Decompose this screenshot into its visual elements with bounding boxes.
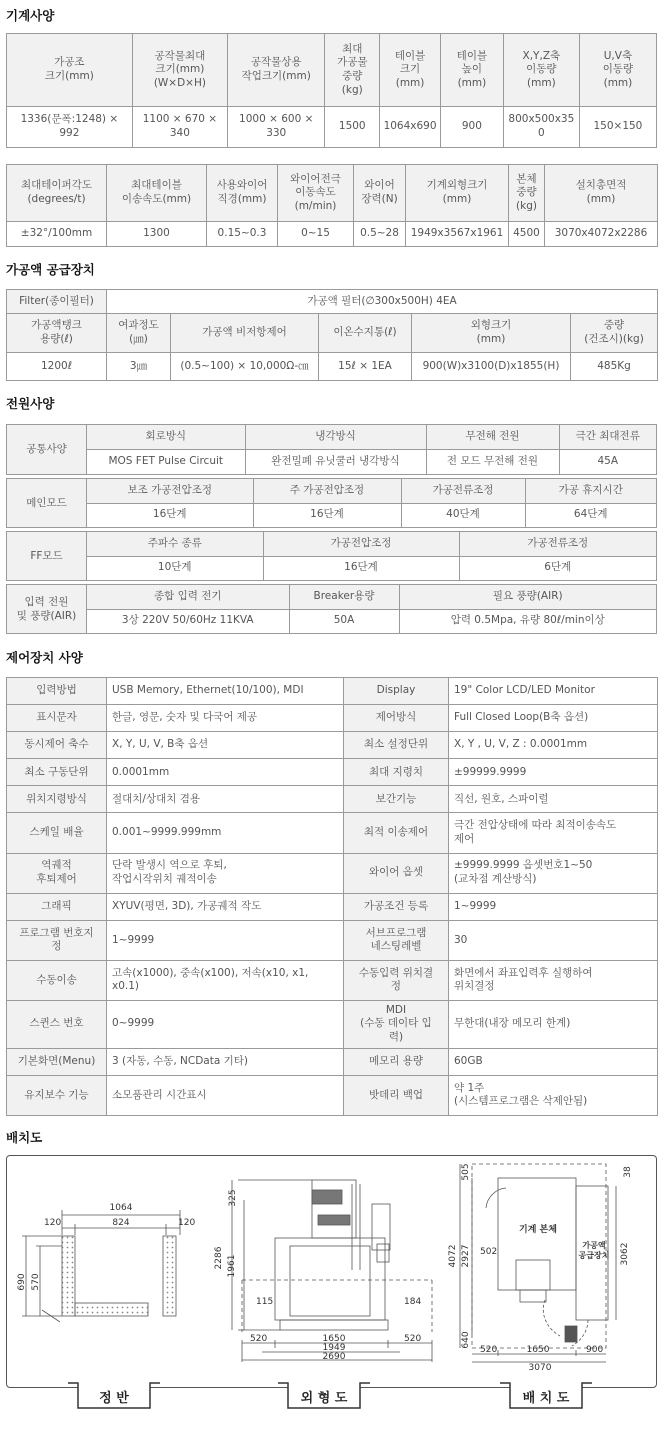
header-cell: 보조 가공전압조정	[87, 479, 253, 503]
header-cell: 제어방식	[344, 705, 449, 732]
value-cell: 1949x3567x1961	[406, 222, 509, 247]
table-row	[7, 786, 658, 813]
value-cell: 0.15~0.3	[207, 222, 278, 247]
header-cell: 가공 휴지시간	[525, 479, 656, 503]
header-cell: 이온수지통(ℓ)	[319, 314, 412, 353]
header-cell: 가공전압조정	[263, 532, 459, 556]
header-cell: 테이블 크기 (mm)	[380, 34, 441, 107]
value-cell: 0.0001mm	[107, 759, 344, 786]
header-cell: 최대테이퍼각도 (degrees/t)	[7, 165, 107, 222]
header-cell: 밧데리 백업	[344, 1075, 449, 1115]
header-cell: 메모리 용량	[344, 1048, 449, 1075]
header-cell: 수동이송	[7, 960, 107, 1000]
header-cell: Display	[344, 678, 449, 705]
header-cell: 최대 가공물 중량 (kg)	[325, 34, 380, 107]
section-title-machine: 기계사양	[6, 8, 55, 23]
value-cell: 한글, 영문, 숫자 및 다국어 제공	[107, 705, 344, 732]
header-cell: MDI (수동 데이타 입 력)	[344, 1001, 449, 1049]
value-cell: 약 1주 (시스템프로그램은 삭제안됨)	[449, 1075, 658, 1115]
layout-drawing	[0, 1150, 667, 1434]
header-cell: 설치총면적 (mm)	[545, 165, 658, 222]
header-cell: 필요 풍량(AIR)	[399, 585, 656, 609]
dim-label: 120	[178, 1218, 196, 1228]
value-cell: 소모품관리 시간표시	[107, 1075, 344, 1115]
header-cell: 그래픽	[7, 893, 107, 920]
value-cell: 극간 전압상태에 따라 최적이송속도 제어	[449, 813, 658, 853]
header-cell: Breaker용량	[289, 585, 399, 609]
value-cell: 1500	[325, 107, 380, 148]
power-common-block	[6, 424, 657, 475]
header-cell: 와이어전극 이동속도 (m/min)	[278, 165, 354, 222]
dim-label: 2690	[322, 1352, 346, 1362]
header-cell: 가공조건 등록	[344, 893, 449, 920]
dim-label: 505	[461, 1163, 471, 1181]
fluid-spec-table	[6, 289, 658, 381]
value-cell: 3070x4072x2286	[545, 222, 658, 247]
dim-label: 3070	[528, 1363, 552, 1373]
dim-label: 824	[112, 1218, 130, 1228]
value-cell: 19" Color LCD/LED Monitor	[449, 678, 658, 705]
value-cell: 0.001~9999.999mm	[107, 813, 344, 853]
header-cell: 와이어 장력(N)	[354, 165, 406, 222]
value-cell: 485Kg	[571, 353, 658, 381]
value-cell: 900(W)x3100(D)x1855(H)	[412, 353, 571, 381]
value-cell: 64단계	[525, 503, 656, 527]
value-cell: 16단계	[263, 556, 459, 580]
control-spec-table	[6, 677, 658, 1116]
dim-label: 1650	[526, 1345, 550, 1355]
value-cell: 압력 0.5Mpa, 유량 80ℓ/min이상	[399, 609, 656, 633]
header-cell: 가공조 크기(mm)	[7, 34, 133, 107]
dim-label: 900	[586, 1345, 604, 1355]
header-cell: 프로그램 번호지 정	[7, 920, 107, 960]
value-cell: 전 모드 무전해 전원	[426, 450, 559, 475]
value-cell: 1~9999	[107, 920, 344, 960]
header-cell: 주 가공전압조정	[253, 479, 401, 503]
value-cell: 절대치/상대치 겸용	[107, 786, 344, 813]
header-cell: 본체 중량 (kg)	[509, 165, 545, 222]
section-title-fluid: 가공액 공급장치	[6, 262, 95, 277]
dim-label: 1064	[109, 1203, 133, 1213]
value-cell: 40단계	[401, 503, 525, 527]
dim-label: 38	[623, 1166, 633, 1178]
value-cell: 16단계	[87, 503, 253, 527]
machine-spec-table-1	[6, 33, 657, 148]
header-cell: 가공액 비저항제어	[171, 314, 319, 353]
header-cell: X,Y,Z축 이동량 (mm)	[503, 34, 579, 107]
table-row	[7, 705, 658, 732]
value-cell: (0.5~100) × 10,000Ω-㎝	[171, 353, 319, 381]
dim-label: 4072	[448, 1244, 458, 1268]
value-cell: X, Y, U, V, B축 옵션	[107, 732, 344, 759]
table-row	[7, 1001, 658, 1049]
value-cell: 3상 220V 50/60Hz 11KVA	[87, 609, 289, 633]
value-cell: 1200ℓ	[7, 353, 107, 381]
value-cell: 800x500x350	[503, 107, 579, 148]
value-cell: 무한대(내장 메모리 한계)	[449, 1001, 658, 1049]
fluid-unit-label-2: 공급장치	[578, 1251, 610, 1260]
header-cell: 가공전류조정	[459, 532, 656, 556]
table-row	[7, 759, 658, 786]
value-cell: 1064x690	[380, 107, 441, 148]
power-common-label: 공통사양	[7, 425, 87, 474]
value-cell: USB Memory, Ethernet(10/100), MDI	[107, 678, 344, 705]
machine-body-label: 기계 본체	[519, 1225, 557, 1235]
header-cell: 최소 구동단위	[7, 759, 107, 786]
tab-table-plan: 정 반	[99, 1391, 129, 1406]
power-input-label: 입력 전원 및 풍량(AIR)	[7, 585, 87, 633]
dim-label: 520	[480, 1345, 498, 1355]
header-cell: 주파수 종류	[87, 532, 263, 556]
section-title-layout: 배치도	[6, 1130, 43, 1145]
drawing-tabs	[68, 1383, 592, 1408]
dim-label: 325	[228, 1189, 238, 1207]
value-cell: 3㎛	[107, 353, 171, 381]
value-cell: 900	[440, 107, 503, 148]
table-row	[7, 853, 658, 893]
dim-label: 1949	[322, 1343, 346, 1353]
value-cell: Full Closed Loop(B축 옵션)	[449, 705, 658, 732]
header-cell: 최적 이송제어	[344, 813, 449, 853]
machine-spec-table-2	[6, 164, 658, 247]
header-cell: 무전해 전원	[426, 425, 559, 450]
value-cell: XYUV(평면, 3D), 가공궤적 작도	[107, 893, 344, 920]
header-cell: 냉각방식	[245, 425, 426, 450]
dim-label: 640	[461, 1331, 471, 1349]
installation-layout-dimensions	[448, 1163, 633, 1373]
value-cell: 60GB	[449, 1048, 658, 1075]
header-cell: 기본화면(Menu)	[7, 1048, 107, 1075]
value-cell: 0.5~28	[354, 222, 406, 247]
tab-layout: 배 치 도	[522, 1391, 570, 1406]
value-cell: 45A	[559, 450, 656, 475]
value-cell: 1000 × 600 × 330	[228, 107, 325, 148]
dim-label: 520	[404, 1334, 422, 1344]
value-cell: 30	[449, 920, 658, 960]
header-cell: 테이블 높이 (mm)	[440, 34, 503, 107]
header-cell: 동시제어 축수	[7, 732, 107, 759]
value-cell: 150×150	[579, 107, 656, 148]
header-cell: 최대테이블 이송속도(mm)	[107, 165, 207, 222]
table-row	[7, 1075, 658, 1115]
header-cell: 공작물상용 작업크기(mm)	[228, 34, 325, 107]
dim-label: 1650	[322, 1334, 346, 1344]
filter-value: 가공액 필터(∅300x500H) 4EA	[107, 290, 658, 314]
header-cell: 표시문자	[7, 705, 107, 732]
value-cell: 단락 발생시 역으로 후퇴, 작업시작위치 궤적이송	[107, 853, 344, 893]
header-cell: 입력방법	[7, 678, 107, 705]
value-cell: 10단계	[87, 556, 263, 580]
power-input-block	[6, 584, 657, 634]
header-cell: 공작물최대 크기(mm) (W×D×H)	[132, 34, 227, 107]
dim-label: 3062	[620, 1242, 630, 1266]
value-cell: ±32°/100mm	[7, 222, 107, 247]
filter-label: Filter(종이필터)	[7, 290, 107, 314]
value-cell: 15ℓ × 1EA	[319, 353, 412, 381]
value-cell: 완전밀폐 유닛쿨러 냉각방식	[245, 450, 426, 475]
dim-label: 570	[31, 1273, 41, 1291]
dim-label: 120	[44, 1218, 62, 1228]
header-cell: 사용와이어 직경(mm)	[207, 165, 278, 222]
value-cell: 고속(x1000), 중속(x100), 저속(x10, x1, x0.1)	[107, 960, 344, 1000]
table-row	[7, 678, 658, 705]
dim-label: 115	[256, 1297, 274, 1307]
value-cell: 화면에서 좌표입력후 실행하여 위치결정	[449, 960, 658, 1000]
dim-label: 2286	[214, 1246, 224, 1270]
fluid-unit-label-1: 가공액	[582, 1241, 606, 1250]
header-cell: 회로방식	[87, 425, 245, 450]
value-cell: 1~9999	[449, 893, 658, 920]
value-cell: 1336(문폭:1248) × 992	[7, 107, 133, 148]
header-cell: 최대 지령치	[344, 759, 449, 786]
value-cell: 3 (자동, 수동, NCData 기타)	[107, 1048, 344, 1075]
table-row	[7, 813, 658, 853]
value-cell: MOS FET Pulse Circuit	[87, 450, 245, 475]
value-cell: 4500	[509, 222, 545, 247]
dim-label: 520	[250, 1334, 268, 1344]
header-cell: 최소 설정단위	[344, 732, 449, 759]
header-cell: 역궤적 후퇴제어	[7, 853, 107, 893]
table-row	[7, 960, 658, 1000]
header-cell: 여과정도 (㎛)	[107, 314, 171, 353]
value-cell: 50A	[289, 609, 399, 633]
value-cell: 1100 × 670 × 340	[132, 107, 227, 148]
header-cell: 와이어 옵셋	[344, 853, 449, 893]
value-cell: 6단계	[459, 556, 656, 580]
value-cell: ±9999.9999 옵셋번호1~50 (교차점 계산방식)	[449, 853, 658, 893]
value-cell: 1300	[107, 222, 207, 247]
value-cell: 16단계	[253, 503, 401, 527]
dim-label: 502	[480, 1247, 498, 1257]
value-cell: ±99999.9999	[449, 759, 658, 786]
header-cell: U,V축 이동량 (mm)	[579, 34, 656, 107]
header-cell: 종합 입력 전기	[87, 585, 289, 609]
value-cell: X, Y , U, V, Z : 0.0001mm	[449, 732, 658, 759]
header-cell: 보간기능	[344, 786, 449, 813]
header-cell: 스케일 배율	[7, 813, 107, 853]
value-cell: 0~9999	[107, 1001, 344, 1049]
power-ff-label: FF모드	[7, 532, 87, 580]
section-title-power: 전원사양	[6, 396, 55, 411]
header-cell: 유지보수 기능	[7, 1075, 107, 1115]
dim-label: 2927	[461, 1244, 471, 1268]
dim-label: 690	[17, 1273, 27, 1291]
table-row	[7, 1048, 658, 1075]
table-row	[7, 893, 658, 920]
power-ff-block	[6, 531, 657, 581]
dim-label: 184	[404, 1297, 422, 1307]
value-cell: 0~15	[278, 222, 354, 247]
tab-outline: 외 형 도	[300, 1391, 348, 1406]
dim-label: 1961	[227, 1254, 237, 1278]
header-cell: 위치지령방식	[7, 786, 107, 813]
header-cell: 서브프로그램 네스팅레벨	[344, 920, 449, 960]
header-cell: 외형크기 (mm)	[412, 314, 571, 353]
table-row	[7, 920, 658, 960]
header-cell: 극간 최대전류	[559, 425, 656, 450]
header-cell: 중량 (건조시)(kg)	[571, 314, 658, 353]
section-title-control: 제어장치 사양	[6, 650, 83, 665]
header-cell: 가공액탱크 용량(ℓ)	[7, 314, 107, 353]
header-cell: 가공전류조정	[401, 479, 525, 503]
power-main-label: 메인모드	[7, 479, 87, 527]
header-cell: 수동입력 위치결 정	[344, 960, 449, 1000]
header-cell: 기계외형크기 (mm)	[406, 165, 509, 222]
table-row	[7, 732, 658, 759]
value-cell: 직선, 원호, 스파이럴	[449, 786, 658, 813]
power-main-block	[6, 478, 657, 528]
installation-layout-drawing	[460, 1164, 616, 1362]
header-cell: 스퀸스 번호	[7, 1001, 107, 1049]
